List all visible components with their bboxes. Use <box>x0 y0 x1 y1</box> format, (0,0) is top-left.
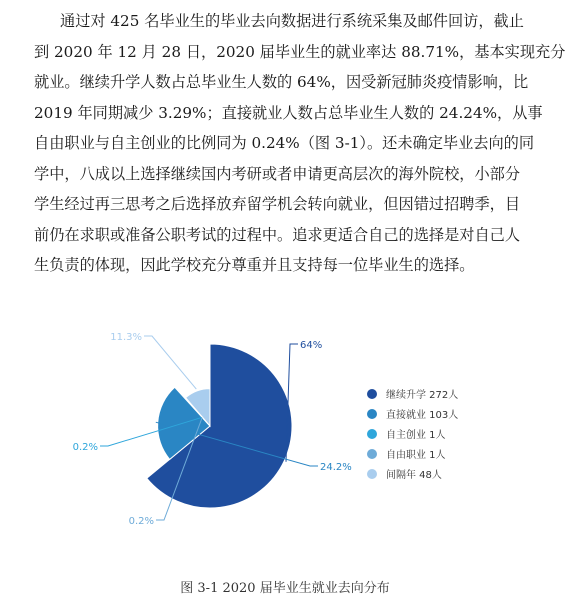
slice-percent-label: 64% <box>300 340 323 351</box>
legend-label: 自主创业 1人 <box>386 430 446 441</box>
paragraph-line: 自由职业与自主创业的比例同为 0.24%（图 3-1）。还未确定毕业去向的同 <box>34 134 535 152</box>
figure-caption: 图 3-1 2020 届毕业生就业去向分布 <box>180 581 390 596</box>
slice-percent-label: 24.2% <box>320 462 352 473</box>
rose-chart <box>0 300 570 570</box>
legend-label: 自由职业 1人 <box>386 450 446 461</box>
legend-label: 间隔年 48人 <box>386 470 442 481</box>
paragraph-line: 学生经过再三思考之后选择放弃留学机会转向就业，但因错过招聘季，目 <box>34 195 520 213</box>
paragraph-line: 生负责的体现，因此学校充分尊重并且支持每一位毕业生的选择。 <box>34 256 475 274</box>
legend-label: 继续升学 272人 <box>386 390 459 401</box>
legend-marker <box>367 389 377 399</box>
paragraph-line: 到 2020 年 12 月 28 日，2020 届毕业生的就业率达 88.71%，基本实现充分 <box>34 42 566 61</box>
slice-leader-line <box>144 336 196 389</box>
legend-marker <box>367 409 377 419</box>
legend-marker <box>367 429 377 439</box>
slice-percent-label: 0.2% <box>128 516 154 527</box>
paragraph-line: 通过对 425 名毕业生的毕业去向数据进行系统采集及邮件回访，截止 <box>60 12 524 30</box>
paragraph-line: 就业。继续升学人数占总毕业生人数的 64%，因受新冠肺炎疫情影响，比 <box>34 73 529 91</box>
legend-marker <box>367 449 377 459</box>
legend-marker <box>367 469 377 479</box>
slice-percent-label: 0.2% <box>72 442 98 453</box>
legend-label: 直接就业 103人 <box>386 410 459 421</box>
paragraph-line: 2019 年同期减少 3.29%；直接就业人数占总毕业生人数的 24.24%，从事 <box>34 103 543 122</box>
paragraph-line: 学中，八成以上选择继续国内考研或者申请更高层次的海外院校，小部分 <box>34 164 520 183</box>
body-paragraph <box>34 6 566 281</box>
paragraph-line: 前仍在求职或准备公职考试的过程中。追求更适合自己的选择是对自己人 <box>34 225 520 244</box>
slice-percent-label: 11.3% <box>110 332 142 343</box>
